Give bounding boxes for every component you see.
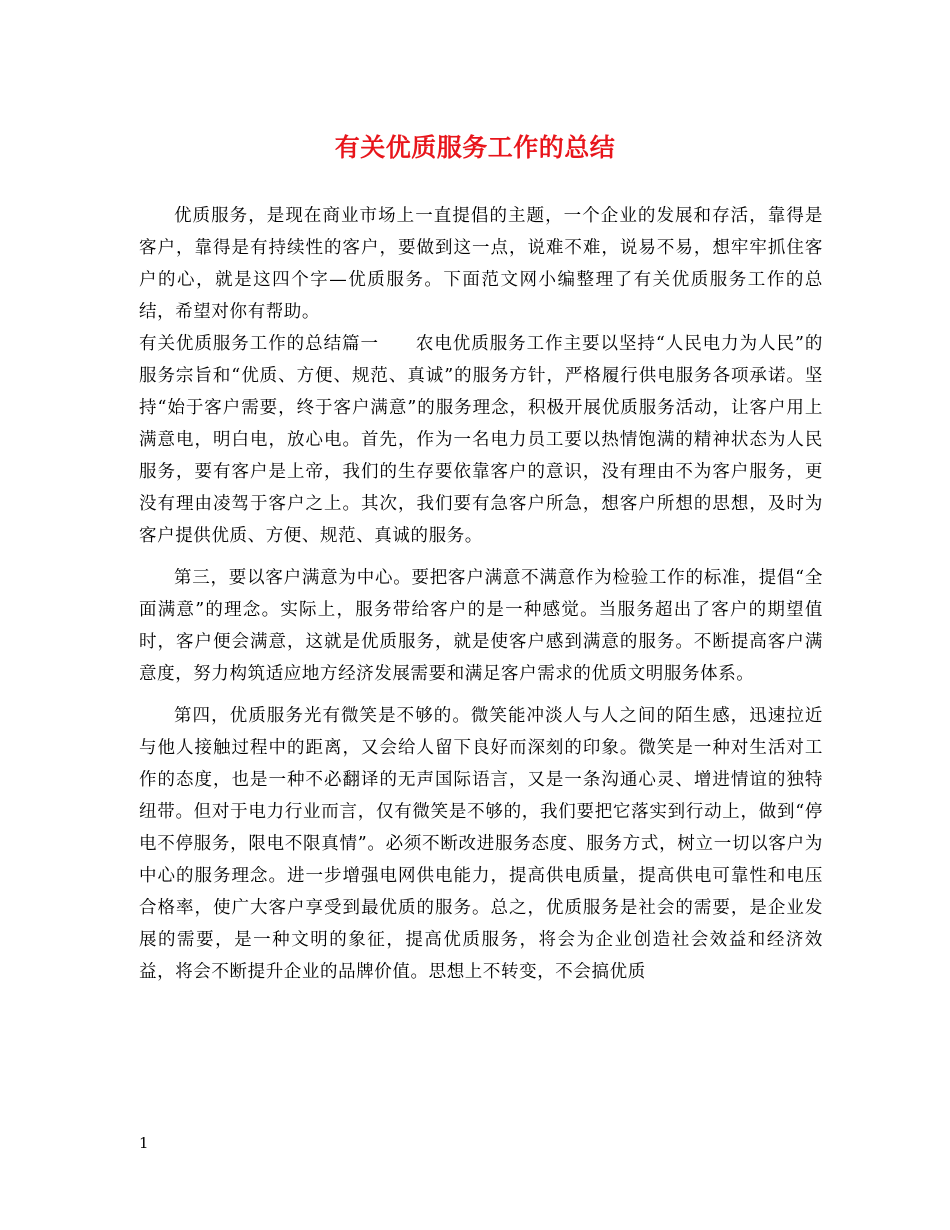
document-title: 有关优质服务工作的总结	[334, 133, 616, 162]
third-point-paragraph: 第三，要以客户满意为中心。要把客户满意不满意作为检验工作的标准，提倡“全面满意”的理念。实际上，服务带给客户的是一种感觉。当服务超出了客户的期望值时，客户便会满意，这就是优质服务，就是使客户感到满意的服务。不断提高客户满意度，努力构筑适应地方经济发展需要和满足客户需求的优质文明服务体系。	[139, 568, 823, 684]
page-number: 1	[139, 1134, 149, 1152]
document-body	[139, 200, 823, 988]
intro-paragraph: 优质服务，是现在商业市场上一直提倡的主题，一个企业的发展和存活，靠得是客户，靠得是有持续性的客户，要做到这一点，说难不难，说易不易，想牢牢抓住客户的心，就是这四个字—优质服务。下面范文网小编整理了有关优质服务工作的总结，希望对你有帮助。	[139, 206, 823, 322]
section-one-paragraph: 有关优质服务工作的总结篇一 农电优质服务工作主要以坚持“人民电力为人民”的服务宗旨和“优质、方便、规范、真诚”的服务方针，严格履行供电服务各项承诺。坚持“始于客户需要，终于客户满意”的服务理念，积极开展优质服务活动，让客户用上满意电，明白电，放心电。首先，作为一名电力员工要以热情饱满的精神状态为人民服务，要有客户是上帝，我们的生存要依靠客户的意识，没有理由不为客户服务，更没有理由凌驾于客户之上。其次，我们要有急客户所急，想客户所想的思想，及时为客户提供优质、方便、规范、真诚的服务。	[139, 334, 823, 546]
fourth-point-paragraph: 第四，优质服务光有微笑是不够的。微笑能冲淡人与人之间的陌生感，迅速拉近与他人接触过程中的距离，又会给人留下良好而深刻的印象。微笑是一种对生活对工作的态度，也是一种不必翻译的无声国际语言，又是一条沟通心灵、增进情谊的独特纽带。但对于电力行业而言，仅有微笑是不够的，我们要把它落实到行动上，做到“停电不停服务，限电不限真情”。必须不断改进服务态度、服务方式，树立一切以客户为中心的服务理念。进一步增强电网供电能力，提高供电质量，提高供电可靠性和电压合格率，使广大客户享受到最优质的服务。总之，优质服务是社会的需要，是企业发展的需要，是一种文明的象征，提高优质服务，将会为企业创造社会效益和经济效益，将会不断提升企业的品牌价值。思想上不转变，不会搞优质	[139, 706, 823, 982]
